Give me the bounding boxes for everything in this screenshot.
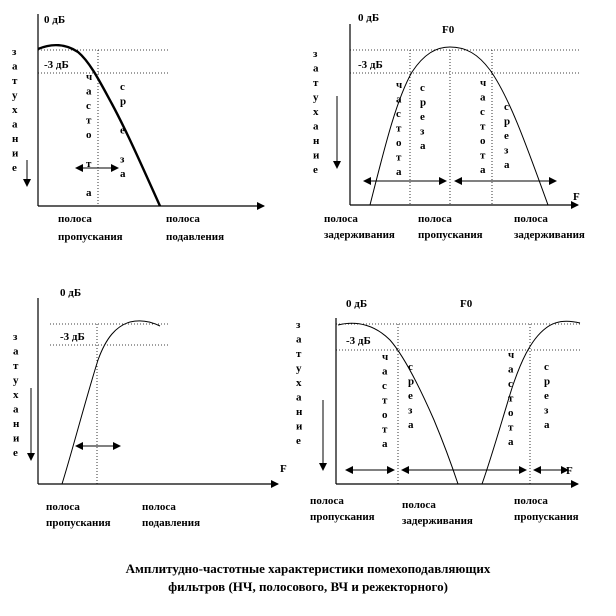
stopband-label-right-2: задерживания [514, 229, 585, 241]
passband-label-2: пропускания [58, 231, 123, 243]
cutoff-frequency-label: ч а с т о т а [86, 71, 93, 199]
stopband-label-left-2: задерживания [324, 229, 395, 241]
bandstop-response-curve-right [482, 321, 580, 484]
diagram-caption-2: фильтров (НЧ, полосового, ВЧ и режекторного) [168, 579, 448, 594]
highpass-panel [13, 287, 287, 529]
cutoff-frequency-label-low: ч а с т о т а [396, 79, 403, 178]
f-axis-label: F [280, 463, 287, 475]
f0-label: F0 [442, 24, 455, 36]
cutoff-frequency-label-high: ч а с т о т а [508, 349, 515, 448]
minus3db-label: -3 дБ [44, 59, 69, 71]
passband-label: полоса [418, 213, 452, 225]
stopband-label-2: подавления [142, 517, 201, 529]
stopband-label-2: задерживания [402, 515, 473, 527]
passband-label: полоса [46, 501, 80, 513]
passband-label-2: пропускания [46, 517, 111, 529]
passband-label-left: полоса [310, 495, 344, 507]
f0-label: F0 [460, 298, 473, 310]
passband-label-2: пропускания [418, 229, 483, 241]
stopband-label: полоса [402, 499, 436, 511]
stopband-label: полоса [142, 501, 176, 513]
slope-label-low: с р е з а [408, 361, 415, 431]
minus3db-label: -3 дБ [358, 59, 383, 71]
diagram-caption: Амплитудно-частотные характеристики помехоподавляющих [125, 561, 491, 576]
zero-db-label: 0 дБ [358, 12, 380, 24]
zero-db-label: 0 дБ [44, 14, 66, 26]
slope-label: с р е з а [120, 81, 127, 180]
attenuation-label: з а т у х а н и е [296, 319, 303, 447]
f-axis-label: F [566, 465, 573, 477]
stopband-label-2: подавления [166, 231, 225, 243]
slope-label-low: с р е з а [420, 82, 427, 152]
minus3db-label: -3 дБ [60, 331, 85, 343]
stopband-label-right: полоса [514, 213, 548, 225]
cutoff-frequency-label-high: ч а с т о т а [480, 77, 487, 176]
slope-label-high: с р е з а [544, 361, 551, 431]
cutoff-frequency-label-low: ч а с т о т а [382, 351, 389, 450]
passband-label-left-2: пропускания [310, 511, 375, 523]
stopband-label: полоса [166, 213, 200, 225]
attenuation-label: з а т у х а н и е [13, 331, 20, 459]
lowpass-panel [12, 14, 264, 243]
stopband-label-left: полоса [324, 213, 358, 225]
slope-label-high: с р е з а [504, 101, 511, 171]
minus3db-label: -3 дБ [346, 335, 371, 347]
attenuation-label: з а т у х а н и е [12, 46, 19, 174]
zero-db-label: 0 дБ [346, 298, 368, 310]
bandpass-panel [313, 12, 585, 241]
passband-label-right-2: пропускания [514, 511, 579, 523]
passband-label: полоса [58, 213, 92, 225]
passband-label-right: полоса [514, 495, 548, 507]
zero-db-label: 0 дБ [60, 287, 82, 299]
bandstop-panel [296, 298, 580, 527]
f-axis-label: F [573, 191, 580, 203]
attenuation-label: з а т у х а н и е [313, 48, 320, 176]
